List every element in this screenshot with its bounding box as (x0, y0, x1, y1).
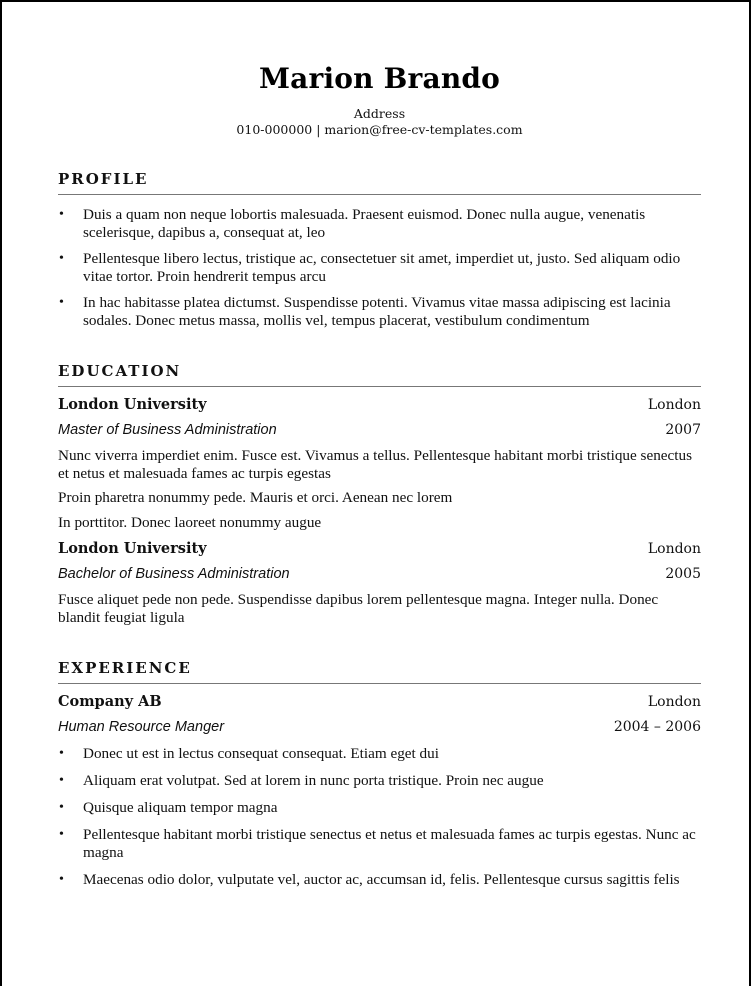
institution-location: London (647, 541, 701, 557)
list-item (58, 294, 701, 330)
job-title: Human Resource Manger (58, 719, 225, 735)
bullet-icon: • (59, 207, 64, 222)
company-name: Company AB (58, 693, 162, 710)
experience-bullet-text: Maecenas odio dolor, vulputate vel, auctor ac, accumsan id, felis. Pellentesque cursus sagittis felis (83, 871, 680, 888)
company-location: London (647, 694, 701, 710)
list-item (58, 745, 701, 763)
education-entry-2-header (58, 540, 701, 557)
bullet-icon: • (59, 800, 64, 815)
degree-title: Bachelor of Business Administration (58, 566, 290, 582)
education-entry-1-paragraph: Proin pharetra nonummy pede. Mauris et orci. Aenean nec lorem (58, 489, 453, 506)
education-entry-1-paragraph: Nunc viverra imperdiet enim. Fusce est. Vivamus a tellus. Pellentesque habitant morbi tristique senectus et netus et malesuada fames ac turpis egestas (58, 447, 693, 482)
degree-title: Master of Business Administration (58, 422, 277, 438)
education-entry-2-subheader (58, 566, 701, 582)
section-title-education: EDUCATION (58, 362, 701, 387)
section-title-profile: PROFILE (58, 170, 701, 195)
bullet-icon: • (59, 251, 64, 266)
experience-bullets (58, 745, 701, 889)
employment-period: 2004 – 2006 (613, 719, 701, 735)
bullet-icon: • (59, 773, 64, 788)
education-entry-1-paragraph: In porttitor. Donec laoreet nonummy augue (58, 514, 322, 531)
list-item (58, 206, 701, 242)
bullet-icon: • (59, 295, 64, 310)
education-entry-1-header (58, 396, 701, 413)
institution-name: London University (58, 540, 207, 557)
list-item (58, 250, 701, 286)
experience-bullet-text: Quisque aliquam tempor magna (83, 799, 278, 816)
list-item (58, 772, 701, 790)
experience-bullet-text: Aliquam erat volutpat. Sed at lorem in nunc porta tristique. Proin nec augue (83, 772, 544, 789)
address-line: Address (353, 106, 406, 121)
profile-item-text: Pellentesque libero lectus, tristique ac, consectetuer sit amet, imperdiet ut, justo. Sed aliquam odio vitae tortor. Proin hendrerit tempus arcu (83, 250, 681, 285)
bullet-icon: • (59, 872, 64, 887)
bullet-icon: • (59, 746, 64, 761)
section-title-experience: EXPERIENCE (58, 659, 701, 684)
contact-line: 010-000000 | marion@free-cv-templates.com (236, 122, 523, 137)
experience-bullet-text: Donec ut est in lectus consequat consequat. Etiam eget dui (83, 745, 439, 762)
education-entry-1-subheader (58, 422, 701, 438)
experience-bullet-text: Pellentesque habitant morbi tristique senectus et netus et malesuada fames ac turpis egestas. Nunc ac magna (83, 826, 696, 861)
profile-list (58, 206, 701, 330)
education-entry-2-paragraph: Fusce aliquet pede non pede. Suspendisse dapibus lorem pellentesque magna. Integer nulla. Donec blandit feugiat ligula (58, 591, 659, 626)
graduation-year: 2007 (665, 422, 701, 438)
list-item (58, 826, 701, 862)
list-item (58, 871, 701, 889)
experience-entry-1-header (58, 693, 701, 710)
candidate-name: Marion Brando (258, 62, 501, 95)
experience-entry-1-subheader (58, 719, 701, 735)
graduation-year: 2005 (665, 566, 701, 582)
institution-name: London University (58, 396, 207, 413)
list-item (58, 799, 701, 817)
institution-location: London (647, 397, 701, 413)
bullet-icon: • (59, 827, 64, 842)
profile-item-text: In hac habitasse platea dictumst. Suspendisse potenti. Vivamus vitae massa adipiscing est lacinia sodales. Donec metus massa, mollis vel, tempus placerat, vestibulum condimentum (83, 294, 671, 329)
profile-item-text: Duis a quam non neque lobortis malesuada. Praesent euismod. Donec nulla augue, venenatis scelerisque, dapibus a, consequat at, leo (83, 206, 646, 241)
